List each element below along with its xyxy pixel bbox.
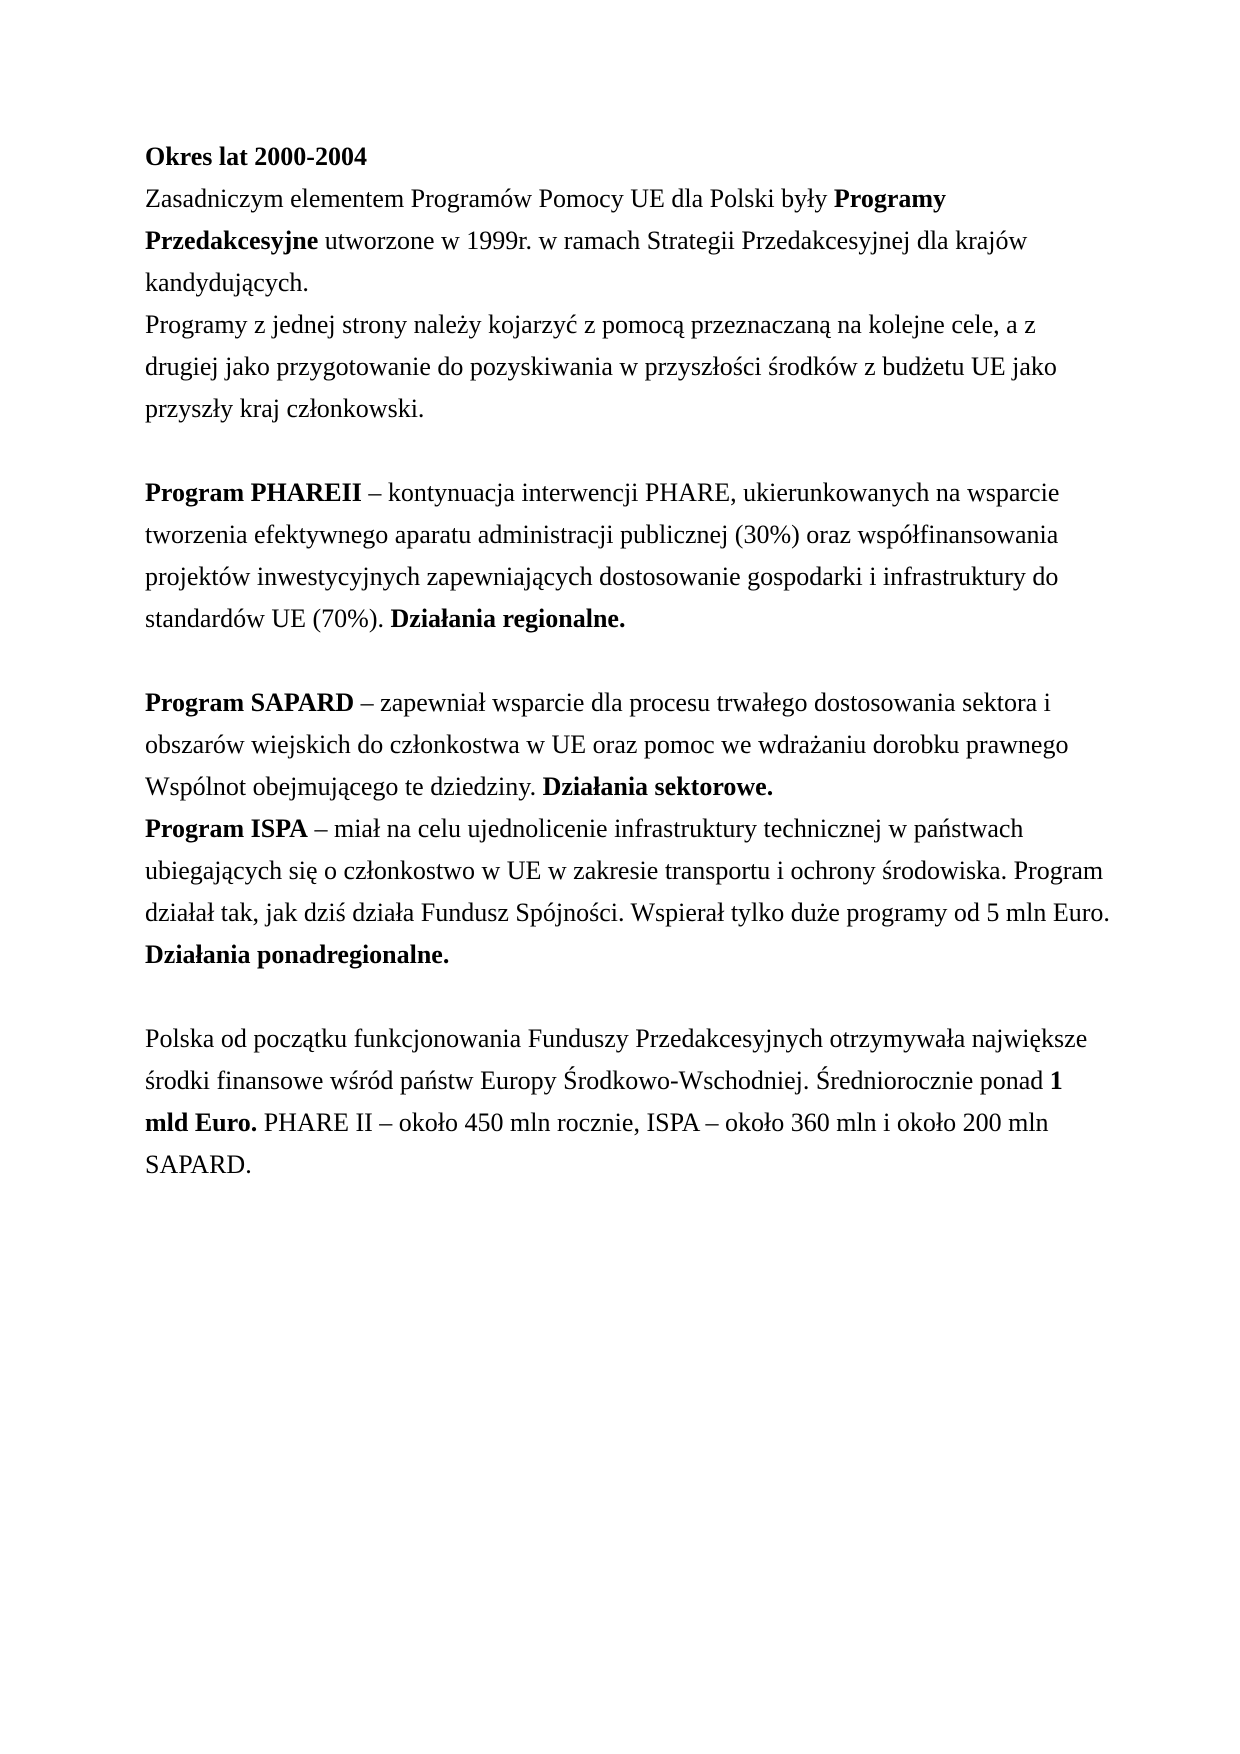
text-run: utworzone w 1999r. w ramach Strategii Przedakcesyjnej dla krajów kandydujących. [145,226,1028,297]
paragraph-intro-continued [145,304,1110,430]
text-run: – zapewniał wsparcie dla procesu trwałego dostosowania sektora i obszarów wiejskich do członkostwa w UE oraz pomoc we wdrażaniu dorobku prawnego Wspólnot obejmującego te dziedziny. [145,688,1069,801]
text-run-bold: Działania ponadregionalne. [145,940,450,969]
text-run-bold: Działania sektorowe. [542,772,774,801]
paragraph-program-ispa [145,808,1110,976]
text-run: Polska od początku funkcjonowania Funduszy Przedakcesyjnych otrzymywała największe środki finansowe wśród państw Europy Środkowo-Wschodniej. Średniorocznie ponad [145,1024,1088,1095]
document-body [145,136,1110,1186]
text-run: Programy z jednej strony należy kojarzyć z pomocą przeznaczaną na kolejne cele, a z drugiej jako przygotowanie do pozyskiwania w przyszłości środków z budżetu UE jako przyszły kraj członkowski. [145,310,1057,423]
text-run-bold: Działania regionalne. [390,604,626,633]
text-run-bold: Program SAPARD [145,688,355,717]
text-run: – miał na celu ujednolicenie infrastruktury technicznej w państwach ubiegających się o członkostwo w UE w zakresie transportu i ochrony środowiska. Program działał tak, jak dziś działa Fundusz Spójności. Wspierał tylko duże programy od 5 mln Euro. [145,814,1110,927]
text-run: PHARE II – około 450 mln rocznie, ISPA – około 360 mln i około 200 mln SAPARD. [145,1108,1049,1179]
paragraph-program-phare [145,472,1110,640]
text-run: Zasadniczym elementem Programów Pomocy UE dla Polski były [145,184,834,213]
paragraph-summary [145,1018,1110,1186]
text-run-bold: 1 mld Euro. [145,1066,1063,1137]
text-run-bold: Program PHAREII [145,478,362,507]
text-run-bold: Program ISPA [145,814,308,843]
paragraph-intro-sentence [145,178,1110,304]
text-run-bold: Programy Przedakcesyjne [145,184,947,255]
document-heading [145,136,1110,178]
text-run: – kontynuacja interwencji PHARE, ukierunkowanych na wsparcie tworzenia efektywnego aparatu administracji publicznej (30%) oraz współfinansowania projektów inwestycyjnych zapewniających dostosowanie gospodarki i infrastruktury do standardów UE (70%). [145,478,1060,633]
paragraph-program-sapard [145,682,1110,808]
heading-text: Okres lat 2000-2004 [145,142,367,171]
